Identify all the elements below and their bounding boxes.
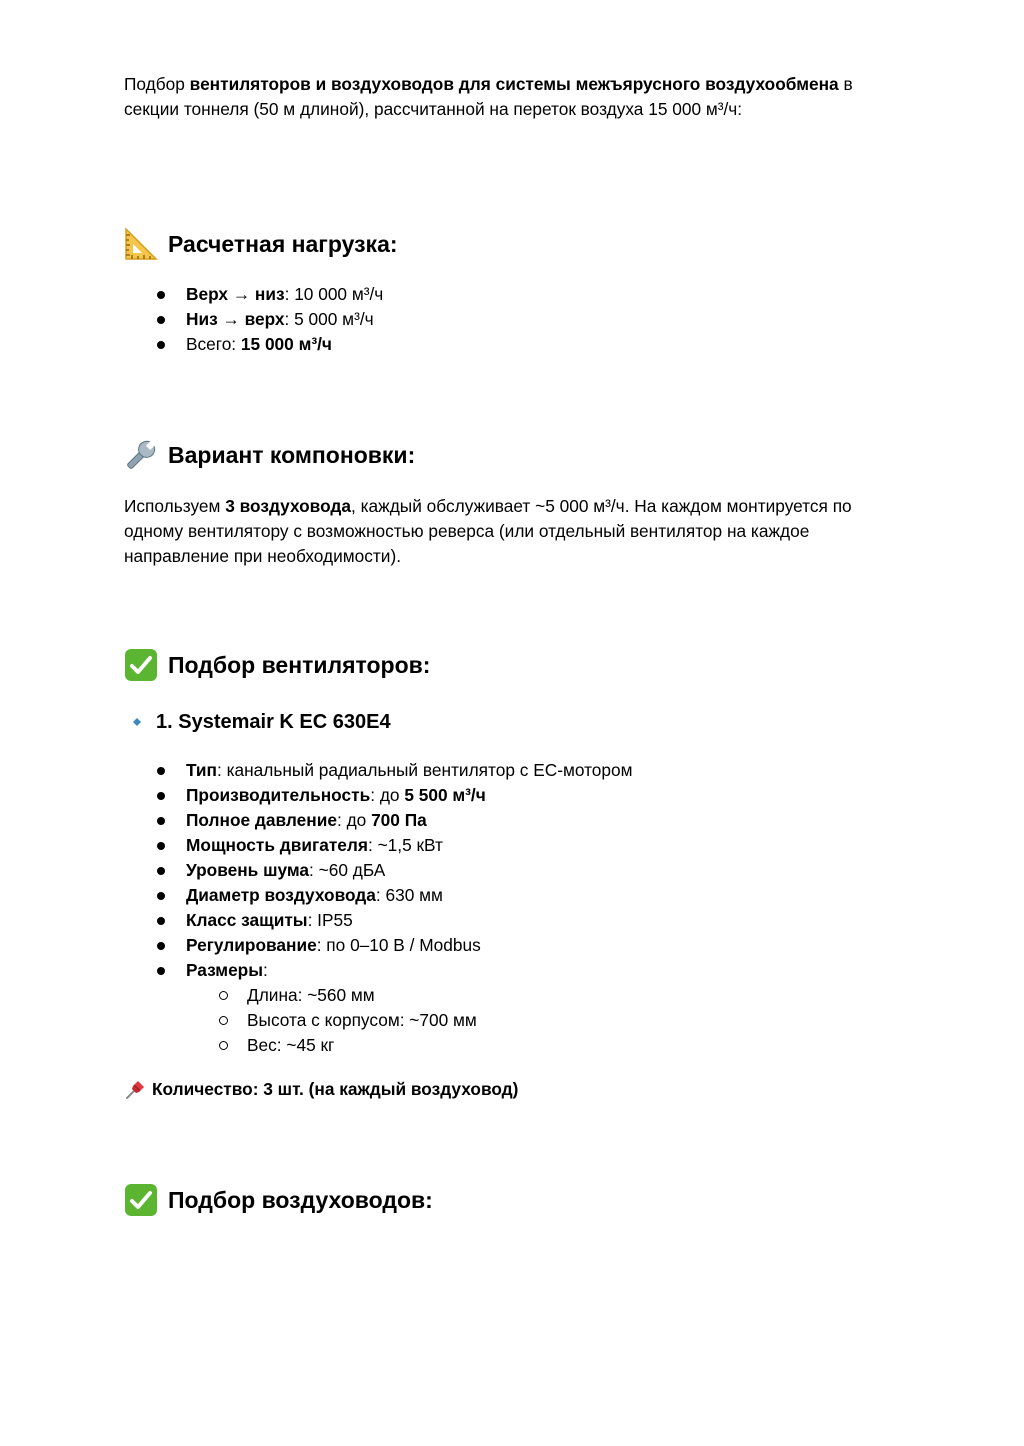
wrench-icon	[124, 438, 158, 472]
list-item: Тип: канальный радиальный вентилятор с EC-мотором	[124, 758, 633, 783]
intro-bold: вентиляторов и воздуховодов для системы межъярусного воздухообмена	[189, 74, 839, 94]
list-item: Полное давление: до 700 Па	[124, 808, 633, 833]
list-item: Низ → верх: 5 000 м³/ч	[124, 307, 383, 332]
check-mark-button-icon	[124, 1183, 158, 1217]
list-item: Мощность двигателя: ~1,5 кВт	[124, 833, 633, 858]
heading-fan-model-text: 1. Systemair K EC 630E4	[156, 711, 391, 733]
quantity-note	[124, 1077, 518, 1102]
list-item: Всего: 15 000 м³/ч	[124, 332, 383, 357]
list-item: Производительность: до 5 500 м³/ч	[124, 783, 633, 808]
intro-paragraph: Подбор вентиляторов и воздуховодов для системы межъярусного воздухообмена в секции тоннеля (50 м длиной), рассчитанной на переток воздуха 15 000 м³/ч:	[124, 74, 853, 119]
heading-ducts-text: Подбор воздуховодов:	[168, 1187, 433, 1213]
pushpin-icon	[124, 1079, 146, 1101]
heading-fans-text: Подбор вентиляторов:	[168, 652, 431, 678]
sublist-item: Высота с корпусом: ~700 мм	[186, 1008, 633, 1033]
heading-load	[124, 227, 398, 261]
heading-layout	[124, 438, 415, 472]
sublist-item: Вес: ~45 кг	[186, 1033, 633, 1058]
heading-fan-model	[124, 709, 391, 735]
list-item: Размеры: Длина: ~560 мм Высота с корпусом: ~700 мм Вес: ~45 кг	[124, 958, 633, 1058]
check-mark-button-icon	[124, 648, 158, 682]
fan-specs-list	[124, 758, 633, 1058]
heading-layout-text: Вариант компоновки:	[168, 442, 416, 468]
load-list	[124, 282, 383, 357]
list-item: Верх → низ: 10 000 м³/ч	[124, 282, 383, 307]
list-item: Регулирование: по 0–10 В / Modbus	[124, 933, 633, 958]
document-page	[124, 72, 904, 1213]
triangular-ruler-icon	[124, 227, 158, 261]
list-item: Класс защиты: IP55	[124, 908, 633, 933]
list-item: Уровень шума: ~60 дБА	[124, 858, 633, 883]
sublist-item: Длина: ~560 мм	[186, 983, 633, 1008]
quantity-text: Количество: 3 шт. (на каждый воздуховод)	[152, 1079, 519, 1099]
heading-load-text: Расчетная нагрузка:	[168, 231, 398, 257]
small-blue-diamond-icon	[130, 715, 144, 729]
heading-ducts	[124, 1183, 433, 1217]
list-item: Диаметр воздуховода: 630 мм	[124, 883, 633, 908]
layout-paragraph: Используем 3 воздуховода, каждый обслуживает ~5 000 м³/ч. На каждом монтируется по одному вентилятору с возможностью реверса (или отдельный вентилятор на каждое направление при необходимости).	[124, 496, 852, 566]
heading-fans	[124, 648, 430, 682]
dimensions-sublist	[186, 983, 633, 1058]
